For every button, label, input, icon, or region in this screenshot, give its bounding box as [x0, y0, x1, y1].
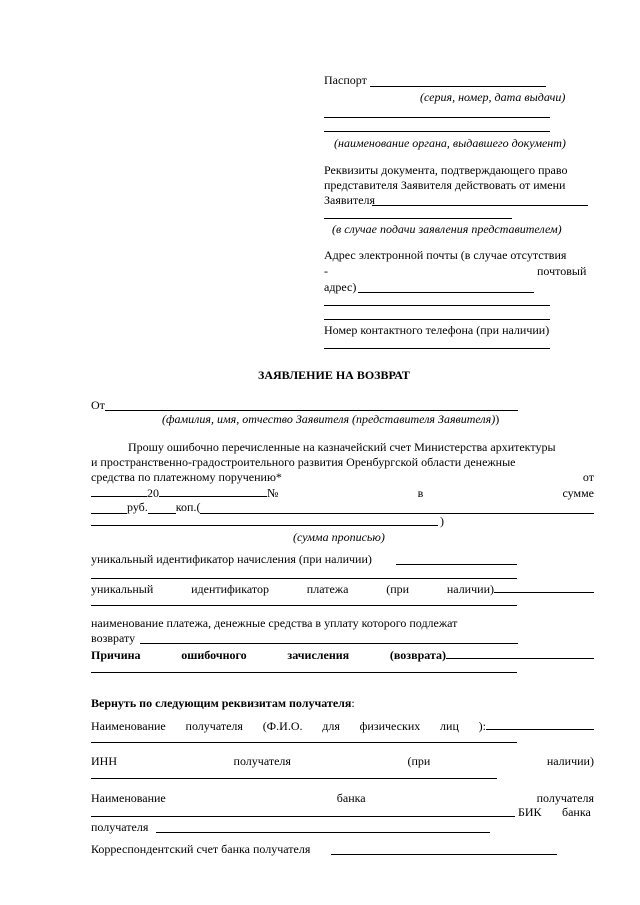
payment-order-row: 20 № в сумме: [91, 485, 594, 500]
uin-accrual-label: уникальный идентификатор начисления (при наличии): [91, 552, 372, 566]
sum-row: руб. коп.(: [91, 500, 594, 514]
sum-hint: (сумма прописью): [293, 530, 385, 544]
from-hint: (фамилия, имя, отчество Заявителя (представителя Заявителя)): [162, 412, 500, 426]
para-line1: Прошу ошибочно перечисленные на казначейский счет Министерства архитектуры: [128, 440, 556, 454]
passport-field[interactable]: [370, 86, 546, 87]
corr-account-field[interactable]: [331, 854, 557, 855]
rep-doc-line1: Реквизиты документа, подтверждающего право: [324, 163, 568, 177]
sum-words-field[interactable]: [200, 502, 594, 514]
uip-field-line2[interactable]: [91, 605, 517, 606]
recipient-name-row: Наименование получателя (Ф.И.О. для физических лиц ):: [91, 718, 594, 733]
para-line2: и пространственно-градостроительного развития Оренбургской области денежные: [91, 455, 516, 469]
passport-label: Паспорт: [324, 73, 367, 87]
kop-field[interactable]: [148, 502, 176, 514]
rep-doc-line2: представителя Заявителя действовать от имени: [324, 178, 566, 192]
uip-row: уникальный идентификатор платежа (при наличии): [91, 581, 594, 596]
uin-accrual-field[interactable]: [396, 564, 517, 565]
recipient-heading: Вернуть по следующим реквизитам получателя:: [91, 696, 355, 710]
recipient-name-field[interactable]: [486, 718, 594, 730]
email-field-line2[interactable]: [324, 305, 550, 306]
uip-field[interactable]: [494, 581, 594, 593]
email-field[interactable]: [358, 292, 534, 293]
issuer-field[interactable]: [324, 131, 550, 132]
rep-doc-field[interactable]: [372, 205, 588, 206]
email-line3: адрес): [324, 280, 357, 294]
payment-name-line2: возврату: [91, 631, 136, 645]
email-dash: -: [324, 264, 328, 278]
from-field[interactable]: [105, 410, 518, 411]
corr-account-label: Корреспондентский счет банка получателя: [91, 842, 311, 856]
rep-doc-line3: Заявителя: [324, 193, 376, 207]
bank-name-row: Наименование банка получателя: [91, 791, 594, 805]
recipient-name-field-line2[interactable]: [91, 742, 517, 743]
order-year-field[interactable]: [159, 485, 267, 497]
email-field-line3[interactable]: [324, 319, 550, 320]
payment-name-field[interactable]: [140, 643, 518, 644]
email-line1: Адрес электронной почты (в случае отсутствия: [324, 248, 567, 262]
inn-row: ИНН получателя (при наличии): [91, 754, 594, 768]
bik-field[interactable]: [156, 832, 490, 833]
para-line3: средства по платежному поручению* от: [91, 470, 594, 484]
phone-field[interactable]: [324, 348, 550, 349]
bik-label-bank: банка: [562, 805, 591, 819]
email-postal: почтовый: [537, 264, 587, 278]
inn-field[interactable]: [91, 778, 497, 779]
rub-field[interactable]: [91, 502, 127, 514]
bik-label: БИК: [518, 805, 542, 819]
reason-row: Причина ошибочного зачисления (возврата): [91, 647, 594, 662]
bik-label-recipient: получателя: [91, 820, 149, 834]
bank-name-field[interactable]: [91, 816, 515, 817]
issuer-hint: (наименование органа, выдавшего документ): [334, 136, 566, 150]
rep-doc-field-line2[interactable]: [324, 218, 512, 219]
passport-field-line2[interactable]: [324, 117, 550, 118]
passport-hint: (серия, номер, дата выдачи): [420, 90, 566, 104]
sum-words-field-line2[interactable]: [91, 525, 438, 526]
reason-field-line2[interactable]: [91, 672, 517, 673]
rep-hint: (в случае подачи заявления представителем): [332, 222, 562, 236]
payment-name-line1: наименование платежа, денежные средства в уплату которого подлежат: [91, 616, 458, 630]
document-title: ЗАЯВЛЕНИЕ НА ВОЗВРАТ: [258, 368, 410, 382]
from-label: От: [91, 398, 105, 412]
sum-close-paren: ): [440, 514, 444, 528]
phone-label: Номер контактного телефона (при наличии): [324, 323, 550, 337]
uin-accrual-field-line2[interactable]: [91, 578, 517, 579]
order-date-field[interactable]: [91, 485, 147, 497]
reason-field[interactable]: [446, 647, 594, 659]
